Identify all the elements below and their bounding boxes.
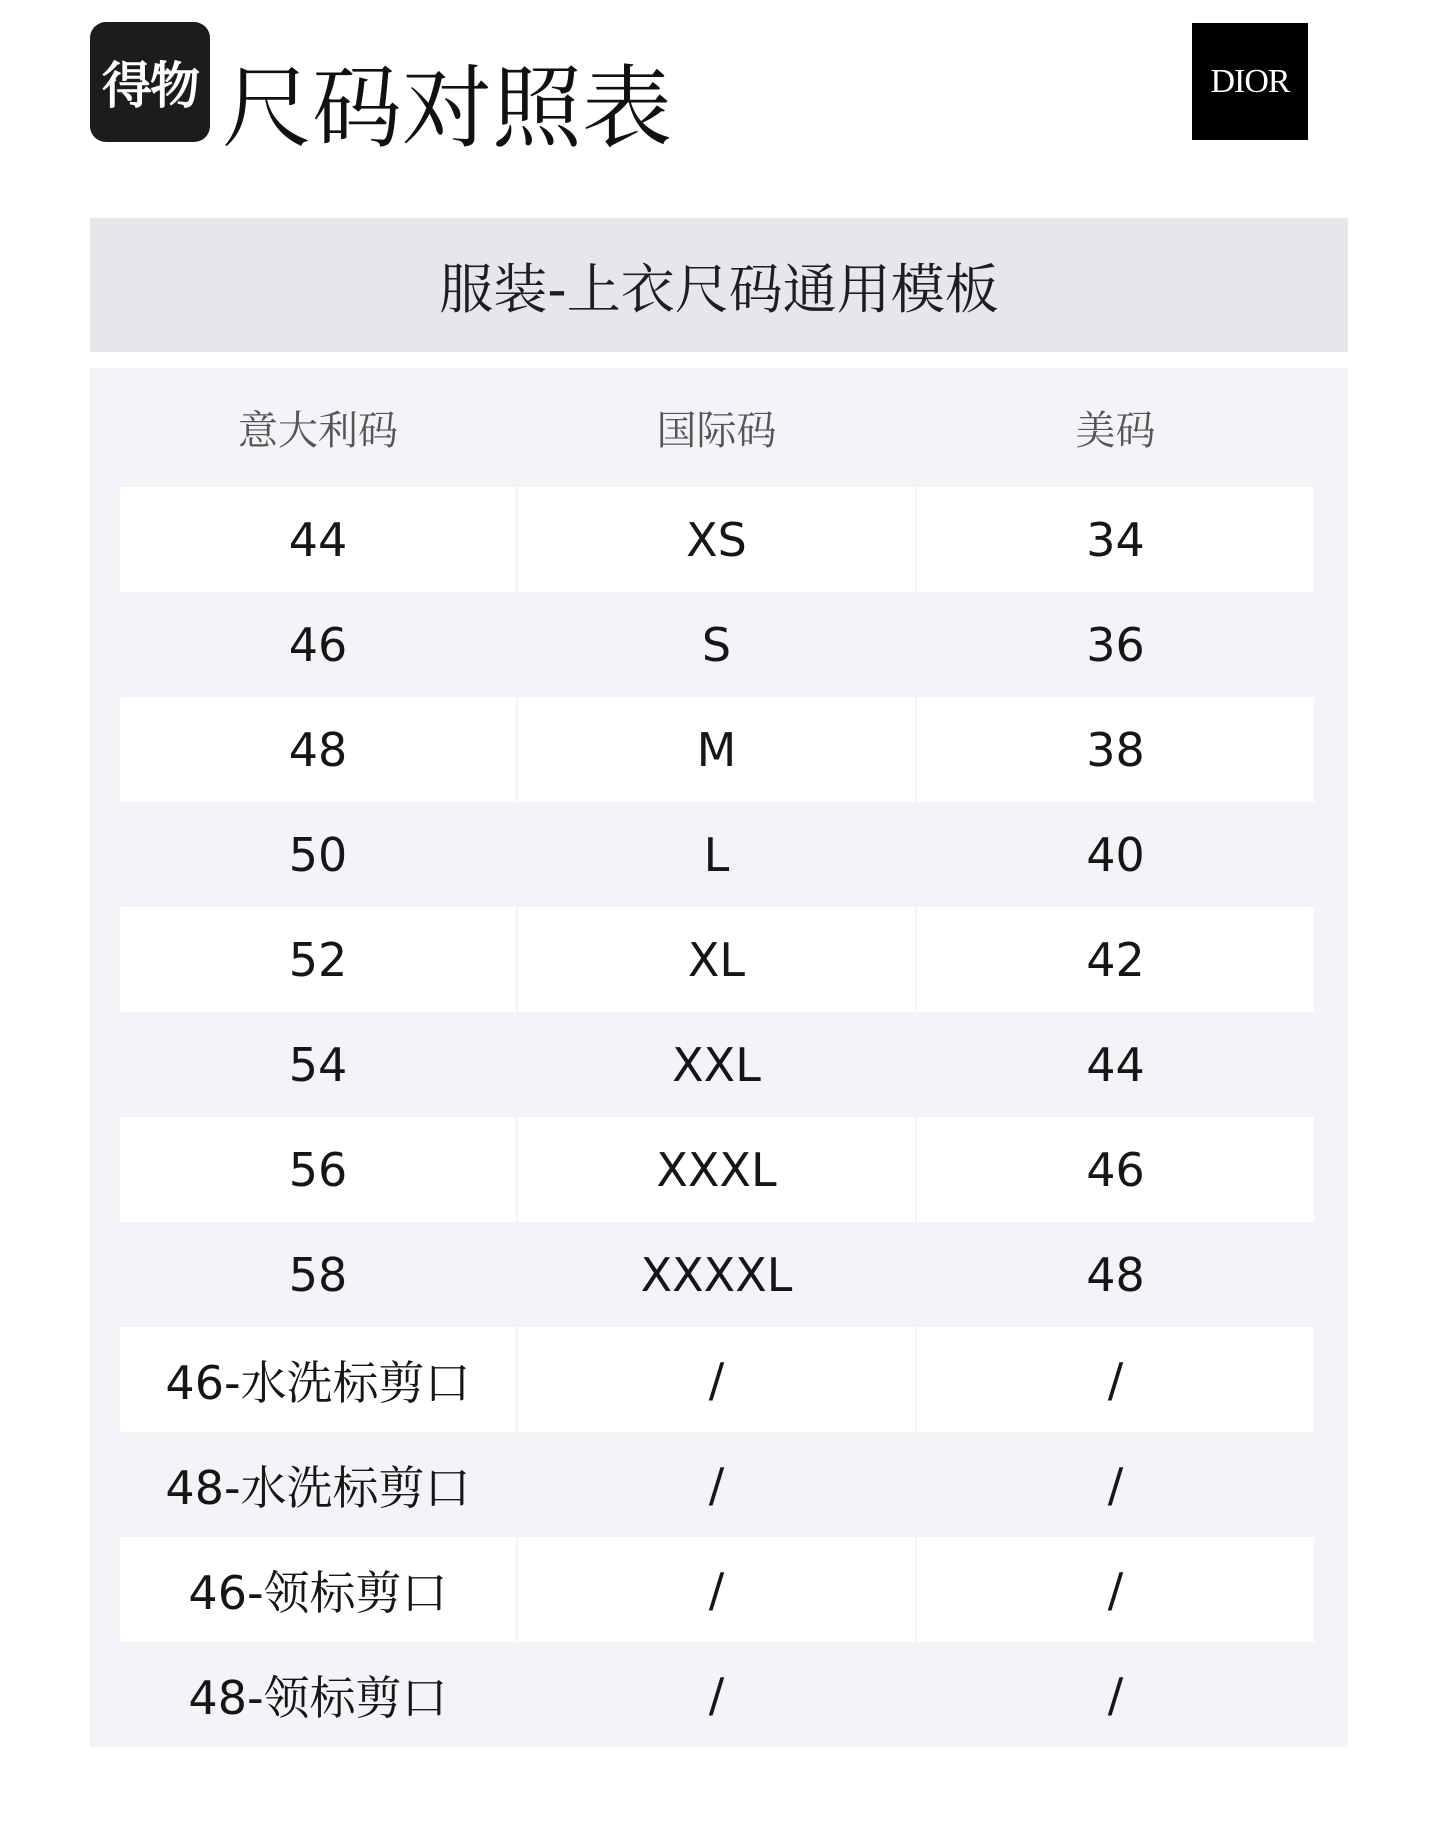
us-size-cell: 40: [1086, 827, 1145, 882]
us-size-cell: /: [1107, 1667, 1124, 1722]
us-size-cell: 48: [1086, 1247, 1145, 1302]
international-size-cell: XXXL: [518, 1117, 915, 1222]
international-size-cell: /: [518, 1327, 915, 1432]
italian-size-cell: 48-水洗标剪口: [165, 1460, 471, 1515]
app-logo-text: 得物: [102, 57, 198, 115]
italian-size-cell: 56: [120, 1117, 516, 1222]
us-size-cell: 38: [917, 697, 1314, 802]
size-row: [120, 592, 1314, 697]
size-row: [120, 697, 1314, 802]
italian-size-cell: 54: [288, 1037, 348, 1092]
international-size-cell: XXXXL: [640, 1247, 793, 1302]
international-size-cell: /: [708, 1667, 725, 1722]
us-size-cell: /: [917, 1537, 1314, 1642]
italian-size-cell: 46-领标剪口: [120, 1537, 516, 1642]
us-size-cell: 46: [917, 1117, 1314, 1222]
international-size-cell: /: [518, 1537, 915, 1642]
dior-brand-logo: [1192, 23, 1308, 140]
table-header: [120, 368, 1314, 487]
size-row: [120, 1117, 1314, 1222]
column-header-italian-size: 意大利码: [238, 408, 398, 454]
us-size-cell: /: [917, 1327, 1314, 1432]
italian-size-cell: 46: [288, 617, 348, 672]
size-row: [120, 1327, 1314, 1432]
page-title: 尺码对照表: [222, 56, 672, 161]
italian-size-cell: 58: [288, 1247, 348, 1302]
column-header-international-size: 国际码: [656, 408, 777, 454]
brand-logo-text: DIOR: [1210, 62, 1290, 100]
italian-size-cell: 48-领标剪口: [188, 1670, 448, 1725]
italian-size-cell: 44: [120, 487, 516, 592]
size-row: [120, 1012, 1314, 1117]
table-body: [120, 487, 1314, 1747]
template-title-band: [90, 218, 1348, 352]
size-row: [120, 802, 1314, 907]
size-row: [120, 1537, 1314, 1642]
international-size-cell: /: [708, 1457, 725, 1512]
size-row: [120, 1222, 1314, 1327]
size-row: [120, 1432, 1314, 1537]
international-size-cell: XS: [518, 487, 915, 592]
size-chart-table: [90, 368, 1348, 1747]
international-size-cell: XXL: [672, 1037, 761, 1092]
size-row: [120, 1642, 1314, 1747]
size-row: [120, 487, 1314, 592]
us-size-cell: 34: [917, 487, 1314, 592]
template-title: 服装-上衣尺码通用模板: [439, 257, 999, 321]
italian-size-cell: 46-水洗标剪口: [120, 1327, 516, 1432]
dewu-app-logo: [90, 22, 210, 142]
international-size-cell: L: [703, 827, 730, 882]
us-size-cell: 44: [1086, 1037, 1145, 1092]
italian-size-cell: 50: [288, 827, 348, 882]
international-size-cell: M: [518, 697, 915, 802]
size-row: [120, 907, 1314, 1012]
us-size-cell: 42: [917, 907, 1314, 1012]
international-size-cell: S: [701, 617, 732, 672]
italian-size-cell: 52: [120, 907, 516, 1012]
italian-size-cell: 48: [120, 697, 516, 802]
column-header-us-size: 美码: [1075, 408, 1156, 454]
us-size-cell: /: [1107, 1457, 1124, 1512]
us-size-cell: 36: [1086, 617, 1145, 672]
international-size-cell: XL: [518, 907, 915, 1012]
